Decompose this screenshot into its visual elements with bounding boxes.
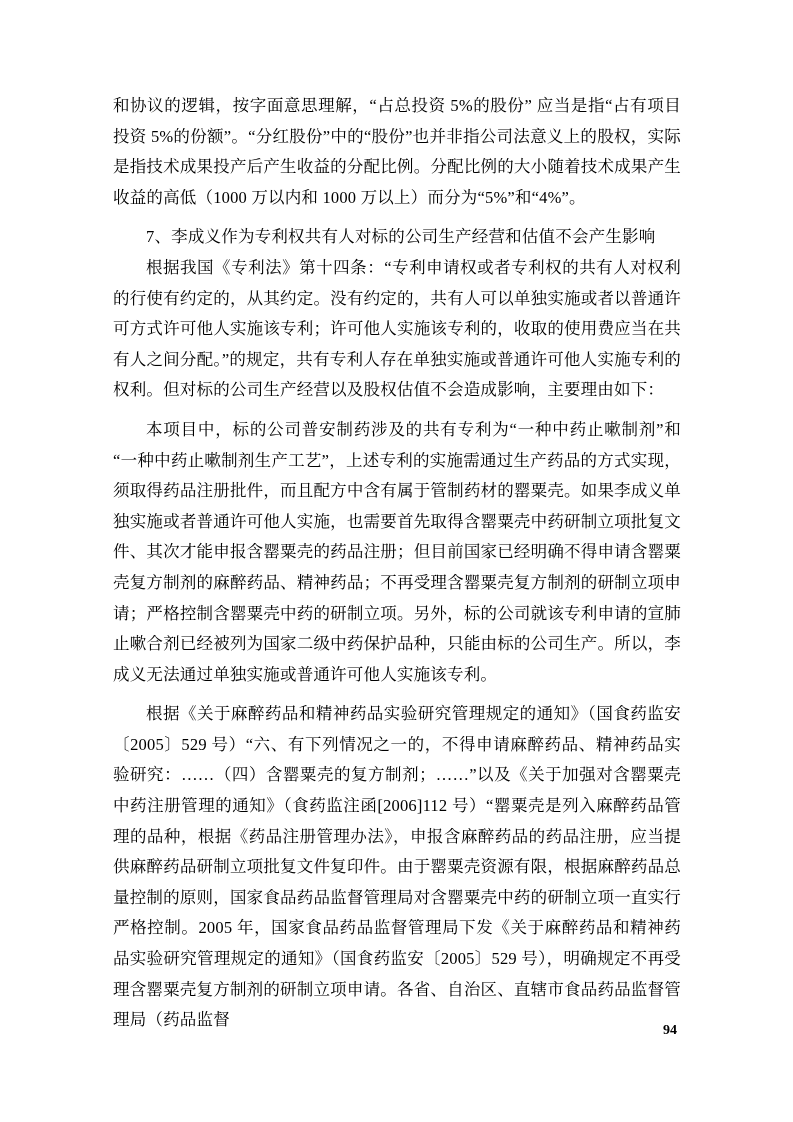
document-body bbox=[113, 91, 681, 1036]
paragraph-regulation-notice: 根据《关于麻醉药品和精神药品实验研究管理规定的通知》（国食药监安〔2005〕529 号）“六、有下列情况之一的，不得申请麻醉药品、精神药品实验研究：……（四）含罂粟壳的复方制剂；……”以及《关于加强对含罂粟壳中药注册管理的通知》（食药监注函[2006]112 号）“罂粟壳是列入麻醉药品管理的品种，根据《药品注册管理办法》，申报含麻醉药品的药品注册，应当提供麻醉药品研制立项批复文件复印件。由于罂粟壳资源有限，根据麻醉药品总量控制的原则，国家食品药品监督管理局对含罂粟壳中药的研制立项一直实行严格控制。2005 年，国家食品药品监督管理局下发《关于麻醉药品和精神药品实验研究管理规定的通知》（国食药监安〔2005〕529 号），明确规定不再受理含罂粟壳复方制剂的研制立项申请。各省、自治区、直辖市食品药品监督管理局（药品监督 bbox=[113, 704, 681, 1030]
paragraph-project-patents: 本项目中，标的公司普安制药涉及的共有专利为“一种中药止嗽制剂”和“一种中药止嗽制剂生产工艺”，上述专利的实施需通过生产药品的方式实现，须取得药品注册批件，而且配方中含有属于管制药材的罂粟壳。如果李成义单独实施或者普通许可他人实施，也需要首先取得含罂粟壳中药研制立项批复文件、其次才能申报含罂粟壳的药品注册；但目前国家已经明确不得申请含罂粟壳复方制剂的麻醉药品、精神药品；不再受理含罂粟壳复方制剂的研制立项申请；严格控制含罂粟壳中药的研制立项。另外，标的公司就该专利申请的宣肺止嗽合剂已经被列为国家二级中药保护品种，只能由标的公司生产。所以，李成义无法通过单独实施或普通许可他人实施该专利。 bbox=[113, 419, 681, 684]
paragraph-patent-law: 根据我国《专利法》第十四条：“专利申请权或者专利权的共有人对权利的行使有约定的，从其约定。没有约定的，共有人可以单独实施或者以普通许可方式许可他人实施该专利；许可他人实施该专利的，收取的使用费应当在共有人之间分配。”的规定，共有专利人存在单独实施或普通许可他人实施专利的权利。但对标的公司生产经营以及股权估值不会造成影响，主要理由如下： bbox=[113, 257, 681, 400]
paragraph-continuation: 和协议的逻辑，按字面意思理解，“占总投资 5%的股份” 应当是指“占有项目投资 5%的份额”。“分红股份”中的“股份”也并非指公司法意义上的股权，实际是指技术成果投产后产生收益的分配比例。分配比例的大小随着技术成果产生收益的高低（1000 万以内和 1000 万以上）而分为“5%”和“4%”。 bbox=[113, 96, 681, 207]
section-heading: 7、李成义作为专利权共有人对标的公司生产经营和估值不会产生影响 bbox=[146, 227, 656, 247]
page-number: 94 bbox=[663, 1023, 677, 1038]
